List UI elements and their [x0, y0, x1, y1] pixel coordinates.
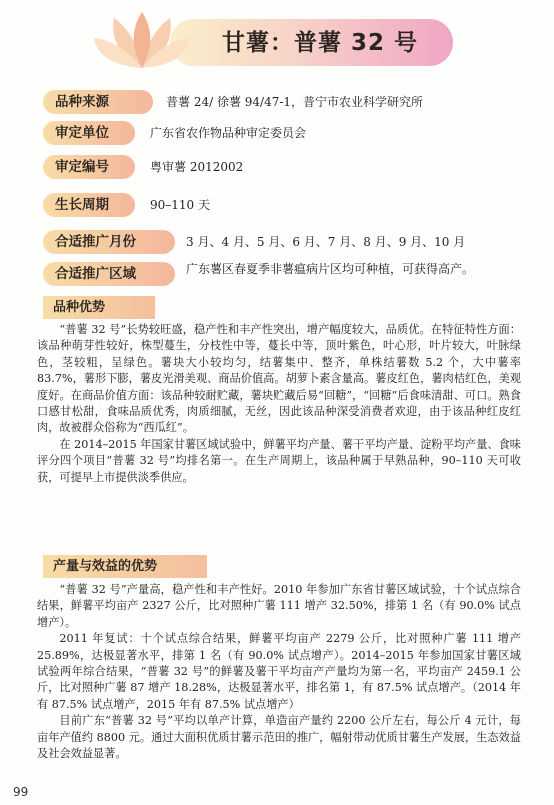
label-approval-number: 审定编号 [43, 155, 135, 179]
page-title: 甘薯：普薯 32 号 [221, 30, 419, 56]
value-variety-source: 普薯 24/ 徐薯 94/47-1，普宁市农业科学研究所 [166, 95, 424, 109]
value-promotion-region: 广东薯区春夏季非薯瘟病片区均可种植，可获得高产。 [186, 262, 475, 276]
value-approval-unit: 广东省农作物品种审定委员会 [150, 126, 307, 140]
value-promotion-months: 3 月、4 月、5 月、6 月、7 月、8 月、9 月、10 月 [186, 235, 466, 249]
section-body-variety-advantages [37, 322, 521, 486]
page-number: 99 [13, 785, 29, 799]
value-growth-cycle: 90–110 天 [150, 198, 210, 212]
value-approval-number: 粤审薯 2012002 [150, 160, 244, 174]
leaf-petals-logo [92, 10, 192, 72]
label-growth-cycle: 生长周期 [43, 193, 135, 217]
paragraph: 2011 年复试：十个试点综合结果，鲜薯平均亩产 2279 公斤，比对照种广薯 111 增产 25.89%，达极显著水平，排第 1 名（有 90.0% 试点增产）。2014–2015 年参加国家甘薯区域试验两年综合结果，“普薯 32 号”的鲜薯及薯干平均亩产产量均为第一名，平均亩产 2459.1 公斤，比对照种广薯 87 增产 18.28%，达极显著水平，排名第 1，有 87.5% 试点增产。（2014 年有 87.5% 试点增产，2015 年有 87.5% 试点增产） [37, 632, 521, 711]
label-promotion-region: 合适推广区域 [43, 262, 175, 286]
paragraph: 在 2014–2015 年国家甘薯区域试验中，鲜薯平均产量、薯干平均产量、淀粉平均产量、食味评分四个项目“普薯 32 号”均排名第一。在生产周期上，该品种属于早熟品种，90–110 天可收获，可提早上市提供淡季供应。 [37, 437, 521, 484]
label-variety-source: 品种来源 [43, 90, 153, 114]
label-promotion-months: 合适推广月份 [43, 230, 175, 254]
label-approval-unit: 审定单位 [43, 121, 135, 145]
paragraph: “普薯 32 号”长势较旺盛，稳产性和丰产性突出，增产幅度较大，品质优。在特征特性方面：该品种萌芽性较好，株型蔓生，分枝性中等，蔓长中等，顶叶紫色，叶心形，叶片较大，叶脉绿色，茎较粗，呈绿色。薯块大小较均匀，结薯集中、整齐，单株结薯数 5.2 个，大中薯率 83.7%，薯形下膨，薯皮光滑美观、商品价值高。胡萝卜素含量高。薯皮红色，薯肉桔红色，美观度好。在商品价值方面：该品种较耐贮藏，薯块贮藏后易“回糖”，“回糖”后食味清甜、可口。熟食口感甘松甜，食味品质优秀，肉质细腻，无丝，因此该品种深受消费者欢迎，由于该品种红皮红肉，故被群众俗称为“西瓜红”。 [37, 323, 521, 435]
paragraph: 目前广东“普薯 32 号”平均以单产计算，单造亩产量约 2200 公斤左右，每公斤 4 元计，每亩年产值约 8800 元。通过大面积优质甘薯示范田的推广，幅射带动优质甘薯生产发展，生态效益及社会效益显著。 [37, 714, 521, 761]
section-heading-yield-benefit: 产量与效益的优势 [43, 555, 207, 578]
section-body-yield-benefit [37, 582, 521, 762]
section-heading-variety-advantages: 品种优势 [43, 296, 155, 319]
paragraph: “普薯 32 号”产量高，稳产性和丰产性好。2010 年参加广东省甘薯区域试验，十个试点综合结果，鲜薯平均亩产 2327 公斤，比对照种广薯 111 增产 32.50%，排第 1 名（有 90.0% 试点增产）。 [37, 583, 521, 629]
